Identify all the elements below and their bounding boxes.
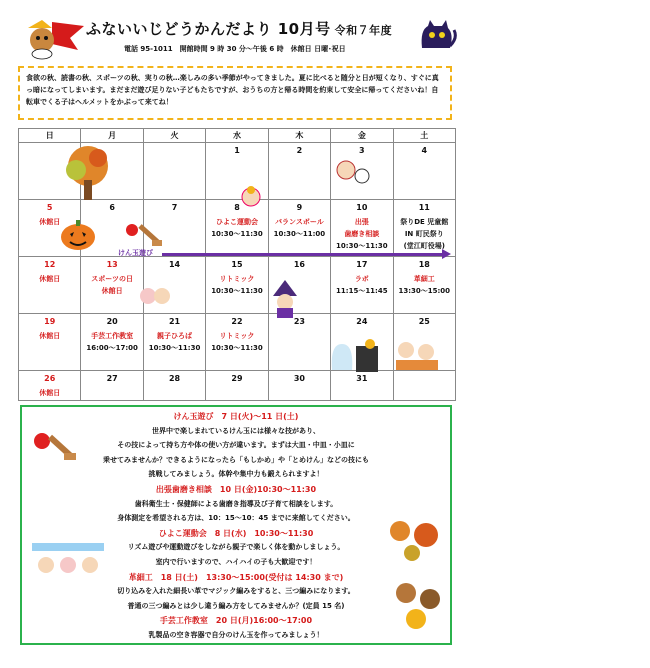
page-title: ふないいじどうかんだより 10月号 令和７年度 bbox=[86, 20, 393, 38]
day-event: 休館日 bbox=[101, 287, 123, 295]
notice-line: 切り込みを入れた細長い革でマジック編みをすると、三つ編みになります。 bbox=[117, 587, 355, 596]
day-number: 27 bbox=[106, 374, 118, 383]
calendar-day bbox=[268, 314, 330, 371]
day-event: スポーツの日 bbox=[91, 275, 133, 283]
calendar-week bbox=[19, 257, 456, 314]
day-event: 10:30～11:30 bbox=[148, 344, 201, 352]
calendar-day bbox=[393, 371, 455, 401]
day-number: 15 bbox=[231, 260, 243, 269]
day-number: 29 bbox=[231, 374, 243, 383]
day-number: 16 bbox=[293, 260, 305, 269]
calendar-day bbox=[393, 200, 455, 257]
day-event: 休館日 bbox=[39, 275, 61, 283]
calendar-day bbox=[206, 257, 268, 314]
day-number: 6 bbox=[109, 203, 115, 212]
notice-line: 乳製品の空き容器で自分のけん玉を作ってみましょう！ bbox=[148, 631, 324, 639]
calendar-day bbox=[143, 371, 205, 401]
day-event: 親子ひろば bbox=[157, 332, 193, 340]
contact-info: 電話 95-1011 開館時間 9 時 30 分～午後 6 時 休館日 日曜･祝日 bbox=[124, 45, 346, 53]
day-event: 出張 bbox=[354, 218, 369, 226]
kids-faces-icon bbox=[138, 283, 172, 309]
day-event: 10:30～11:30 bbox=[211, 344, 263, 352]
calendar-day bbox=[331, 200, 393, 257]
notice-heading: 手芸工作教室 20 日(月)16:00～17:00 bbox=[159, 616, 313, 626]
calendar-day bbox=[81, 314, 143, 371]
weekday-header: 土 bbox=[393, 129, 455, 143]
calendar-day bbox=[19, 371, 81, 401]
day-event: 10:30～11:30 bbox=[336, 242, 388, 250]
notice-line: その技によって持ち方や体の使い方が違います。まずは大皿・中皿・小皿に bbox=[117, 441, 355, 450]
day-number: 26 bbox=[44, 374, 56, 383]
calendar-week bbox=[19, 371, 456, 401]
day-number: 14 bbox=[168, 260, 181, 269]
calendar-day bbox=[206, 200, 268, 257]
day-number: 31 bbox=[356, 374, 368, 383]
day-number: 2 bbox=[296, 146, 303, 155]
notice-heading: 出張歯磨き相談 10 日(金)10:30～11:30 bbox=[155, 485, 317, 494]
notice-line: 普通の三つ編みとは少し違う編み方をしてみませんか？(定員 15 名) bbox=[127, 601, 345, 610]
calendar-day bbox=[19, 314, 81, 371]
calendar-day bbox=[268, 371, 330, 401]
day-number: 1 bbox=[234, 146, 240, 155]
pumpkin-icon bbox=[58, 218, 98, 252]
day-event: 歯磨き相談 bbox=[344, 230, 380, 238]
arrow-label: けん玉遊び bbox=[118, 249, 153, 257]
day-number: 8 bbox=[234, 203, 240, 212]
day-event: ひよこ運動会 bbox=[215, 218, 258, 226]
day-number: 3 bbox=[359, 146, 365, 155]
children-playing-icon bbox=[392, 338, 442, 372]
day-event: 祭りDE 児童館 bbox=[400, 218, 449, 226]
day-event: 休館日 bbox=[39, 389, 61, 397]
calendar-week bbox=[19, 314, 456, 371]
kendama-period-arrow bbox=[118, 250, 452, 258]
notice-line: リズム遊びや運動遊びをしながら親子で楽しく体を動かしましょう。 bbox=[127, 543, 345, 552]
day-event: ラボ bbox=[354, 275, 369, 283]
day-event: 10:30～11:30 bbox=[211, 230, 263, 238]
calendar-day bbox=[206, 314, 268, 371]
black-cat-icon bbox=[416, 18, 458, 56]
day-number: 7 bbox=[171, 203, 178, 212]
day-number: 9 bbox=[296, 203, 303, 212]
day-number: 21 bbox=[168, 317, 181, 326]
weekday-header: 水 bbox=[206, 129, 268, 143]
day-number: 24 bbox=[356, 317, 368, 326]
notice-line: 室内で行いますので、ハイハイの子も大歓迎です！ bbox=[155, 558, 317, 566]
autumn-tree-icon bbox=[58, 144, 118, 202]
day-number: 19 bbox=[44, 317, 56, 326]
notice-line: 挑戦してみましょう。体幹や集中力も鍛えられますよ！ bbox=[148, 470, 324, 479]
notice-heading: ひよこ運動会 8 日(水) 10:30～11:30 bbox=[158, 528, 314, 538]
event-notices bbox=[20, 405, 452, 645]
calendar-day bbox=[331, 371, 393, 401]
day-number: 5 bbox=[46, 203, 53, 212]
notice-line: 世界中で楽しまれているけん玉には様々な技があり、 bbox=[152, 426, 320, 435]
girl-with-cat-icon bbox=[332, 158, 372, 190]
day-event: リトミック bbox=[219, 332, 255, 340]
weekday-header: 日 bbox=[19, 129, 81, 143]
weekday-header: 火 bbox=[143, 129, 205, 143]
day-event: 10:30～11:00 bbox=[273, 230, 326, 238]
halloween-ghosts-icon bbox=[326, 336, 380, 372]
day-number: 13 bbox=[106, 260, 118, 269]
calendar-day bbox=[81, 371, 143, 401]
calendar-day bbox=[331, 257, 393, 314]
calendar-day bbox=[268, 143, 330, 200]
day-number: 30 bbox=[293, 374, 305, 383]
weekday-header: 月 bbox=[81, 129, 143, 143]
day-event: 16:00～17:00 bbox=[86, 344, 138, 352]
day-event: 手芸工作教室 bbox=[91, 332, 134, 340]
calendar-day bbox=[268, 200, 330, 257]
mascot-logo-icon bbox=[22, 16, 84, 60]
witch-icon bbox=[265, 280, 305, 318]
day-number: 23 bbox=[293, 317, 305, 326]
notice-line: 歯科衛生士・保健師による歯磨き指導及び子育て相談をします。 bbox=[134, 499, 338, 508]
calendar-day bbox=[393, 257, 455, 314]
calendar-day bbox=[206, 371, 268, 401]
day-number: 17 bbox=[356, 260, 368, 269]
day-number: 22 bbox=[231, 317, 243, 326]
calendar-day bbox=[81, 257, 143, 314]
day-event: 革細工 bbox=[413, 275, 435, 283]
day-number: 28 bbox=[168, 374, 181, 383]
day-number: 4 bbox=[421, 146, 428, 155]
day-event: (堂江町役場) bbox=[403, 242, 445, 250]
day-event: IN 町民祭り bbox=[404, 230, 444, 238]
day-event: リトミック bbox=[219, 275, 255, 283]
day-event: 休館日 bbox=[39, 218, 61, 226]
weekday-header: 金 bbox=[331, 129, 393, 143]
day-number: 25 bbox=[418, 317, 430, 326]
day-event: 11:15～11:45 bbox=[336, 287, 388, 295]
notice-heading: 革細工 18 日(土) 13:30～15:00(受付は 14:30 まで) bbox=[128, 572, 344, 582]
child-character-icon bbox=[236, 186, 266, 208]
calendar-day bbox=[143, 314, 205, 371]
greeting-message: 食欲の秋、読書の秋、スポーツの秋、実りの秋…楽しみの多い季節がやってきました。夏に比べると随分と日が短くなり、すぐに真っ暗になってしまいます。まだまだ遊び足りない子どもたちですが、おうちの方と帰る時間を約束して安全に帰ってくださいね！自転車でくる子はヘルメットをかぶって来てね！ bbox=[18, 66, 452, 120]
day-number: 11 bbox=[418, 203, 430, 212]
calendar-day bbox=[19, 257, 81, 314]
calendar-day bbox=[393, 143, 455, 200]
weekday-header: 木 bbox=[268, 129, 330, 143]
day-number: 20 bbox=[106, 317, 118, 326]
day-number: 10 bbox=[356, 203, 368, 212]
notice-line: 身体測定を希望される方は、10：15～10：45 までに来館してください。 bbox=[117, 514, 355, 523]
notice-heading: けん玉遊び 7 日(火)～11 日(土) bbox=[173, 412, 299, 421]
day-event: 13:30～15:00 bbox=[398, 287, 451, 295]
day-event: 10:30～11:30 bbox=[211, 287, 263, 295]
calendar-day bbox=[143, 143, 205, 200]
header bbox=[18, 16, 458, 62]
day-number: 18 bbox=[418, 260, 430, 269]
day-number: 12 bbox=[44, 260, 56, 269]
kendama-icon bbox=[122, 218, 166, 250]
fiscal-year: 令和７年度 bbox=[334, 24, 393, 37]
day-event: バランスボール bbox=[275, 218, 324, 226]
day-event: 休館日 bbox=[39, 332, 61, 340]
notice-line: 乗せてみませんか？できるようになったら「もしかめ」や「とめけん」などの技にも bbox=[103, 455, 369, 464]
